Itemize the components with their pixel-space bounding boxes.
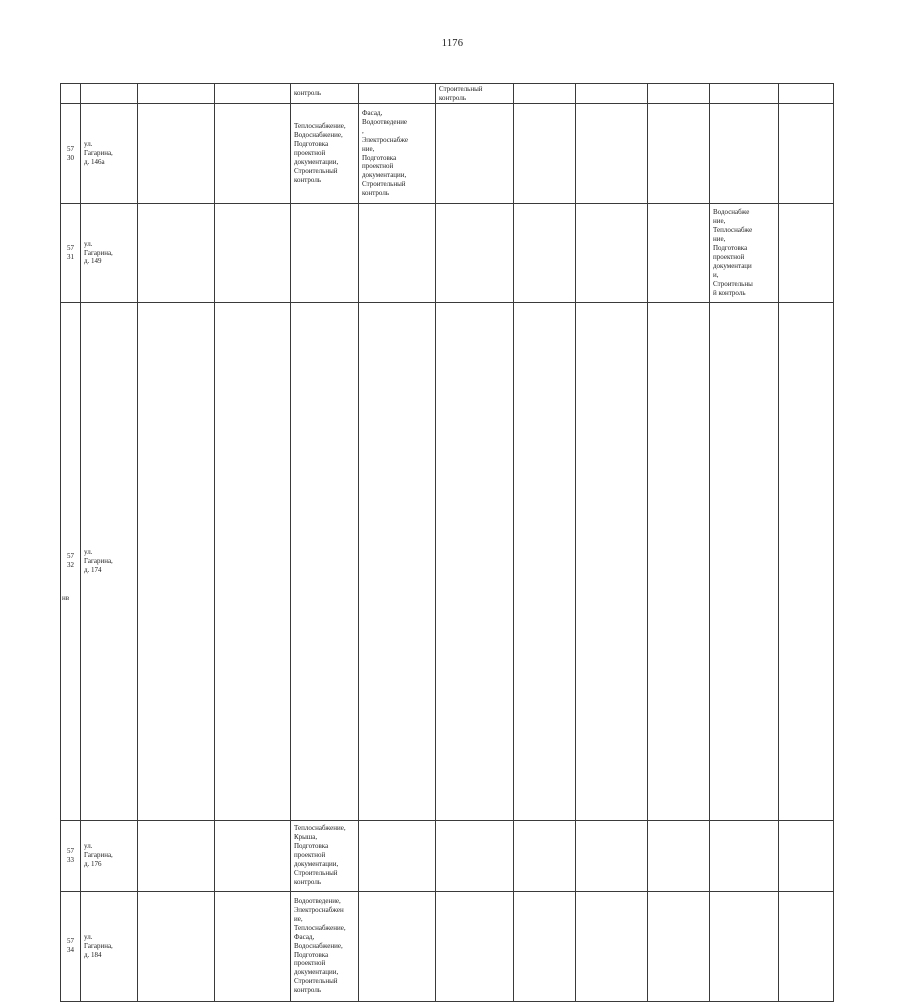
work-text: Теплоснабжение, Водоснабжение, Подготовка проектной документации, Строительный контроль (294, 122, 346, 184)
work-cell (291, 84, 359, 104)
address-text: ул. Гагарина, д. 174 (84, 547, 113, 574)
work-text: Фасад, Водоотведение , Электроснабже ние, Подготовка проектной документации, Строительный контроль (362, 108, 408, 198)
work-cell (138, 104, 215, 204)
work-cell (779, 204, 834, 303)
work-cell (359, 204, 436, 303)
table-row (61, 303, 834, 821)
address-text: ул. Гагарина, д. 146а (84, 140, 113, 166)
page-number: 1176 (441, 38, 464, 49)
work-cell (138, 303, 215, 821)
row-number-cell (61, 891, 81, 1001)
work-cell (779, 891, 834, 1001)
address-cell (81, 204, 138, 303)
work-cell (514, 104, 576, 204)
row-number: 57 34 (67, 937, 74, 955)
work-cell (215, 303, 291, 821)
work-cell (436, 204, 514, 303)
row-number: 57 30 (67, 144, 74, 162)
address-text: ул. Гагарина, д. 176 (84, 842, 113, 869)
row-number: 57 33 (67, 846, 74, 864)
work-cell (648, 204, 710, 303)
work-cell (710, 303, 779, 821)
work-cell (514, 820, 576, 891)
work-cell (710, 820, 779, 891)
work-cell (779, 303, 834, 821)
work-cell (779, 84, 834, 104)
work-cell (291, 104, 359, 204)
work-cell (359, 84, 436, 104)
work-cell (576, 891, 648, 1001)
work-cell (215, 204, 291, 303)
work-cell (359, 303, 436, 821)
work-text: Теплоснабжение, Крыша, Подготовка проектной документации, Строительный контроль (294, 824, 346, 886)
work-cell (138, 84, 215, 104)
row-number: 57 32 (67, 552, 74, 570)
table-row (61, 891, 834, 1001)
work-cell (359, 891, 436, 1001)
work-cell (436, 84, 514, 104)
work-cell (359, 820, 436, 891)
address-cell (81, 303, 138, 821)
work-cell (710, 84, 779, 104)
address-cell (81, 891, 138, 1001)
address-cell (81, 820, 138, 891)
table-row (61, 820, 834, 891)
work-cell (514, 891, 576, 1001)
table-row (61, 84, 834, 104)
work-cell (576, 303, 648, 821)
work-cell (291, 204, 359, 303)
table-row (61, 104, 834, 204)
work-text: Водоотведение, Электроснабжен ие, Теплоснабжение, Фасад, Водоснабжение, Подготовка проектной документации, Строительный контроль (294, 897, 346, 995)
work-cell (576, 204, 648, 303)
work-cell (436, 303, 514, 821)
work-cell (215, 891, 291, 1001)
work-cell (648, 303, 710, 821)
row-number-cell (61, 820, 81, 891)
row-number-cell (61, 204, 81, 303)
address-cell (81, 84, 138, 104)
work-cell (215, 820, 291, 891)
work-cell (138, 820, 215, 891)
repair-schedule-table (60, 83, 834, 1002)
work-cell (710, 891, 779, 1001)
footer-mark: нв (62, 594, 70, 602)
work-cell (514, 84, 576, 104)
work-cell (710, 104, 779, 204)
row-number-cell (61, 104, 81, 204)
work-cell (138, 204, 215, 303)
work-cell (436, 891, 514, 1001)
work-cell (291, 820, 359, 891)
work-cell (576, 820, 648, 891)
work-cell (138, 891, 215, 1001)
work-cell (514, 303, 576, 821)
table-row (61, 204, 834, 303)
work-cell (779, 820, 834, 891)
work-cell (710, 204, 779, 303)
work-cell (436, 104, 514, 204)
work-cell (215, 104, 291, 204)
work-cell (648, 84, 710, 104)
work-cell (648, 104, 710, 204)
address-cell (81, 104, 138, 204)
work-cell (514, 204, 576, 303)
row-number: 57 31 (67, 244, 74, 261)
address-text: ул. Гагарина, д. 184 (84, 932, 113, 959)
row-number-cell (61, 84, 81, 104)
work-text: Строительный контроль (439, 84, 483, 102)
work-cell (359, 104, 436, 204)
row-number-cell (61, 303, 81, 821)
work-cell (215, 84, 291, 104)
work-cell (291, 303, 359, 821)
work-cell (648, 891, 710, 1001)
work-text: Водоснабже ние, Теплоснабже ние, Подготовка проектной документаци и, Строительны й контроль (713, 208, 753, 297)
work-cell (779, 104, 834, 204)
work-text: контроль (294, 89, 322, 98)
work-cell (648, 820, 710, 891)
work-cell (576, 84, 648, 104)
work-cell (291, 891, 359, 1001)
work-cell (576, 104, 648, 204)
address-text: ул. Гагарина, д. 149 (84, 239, 113, 266)
work-cell (436, 820, 514, 891)
